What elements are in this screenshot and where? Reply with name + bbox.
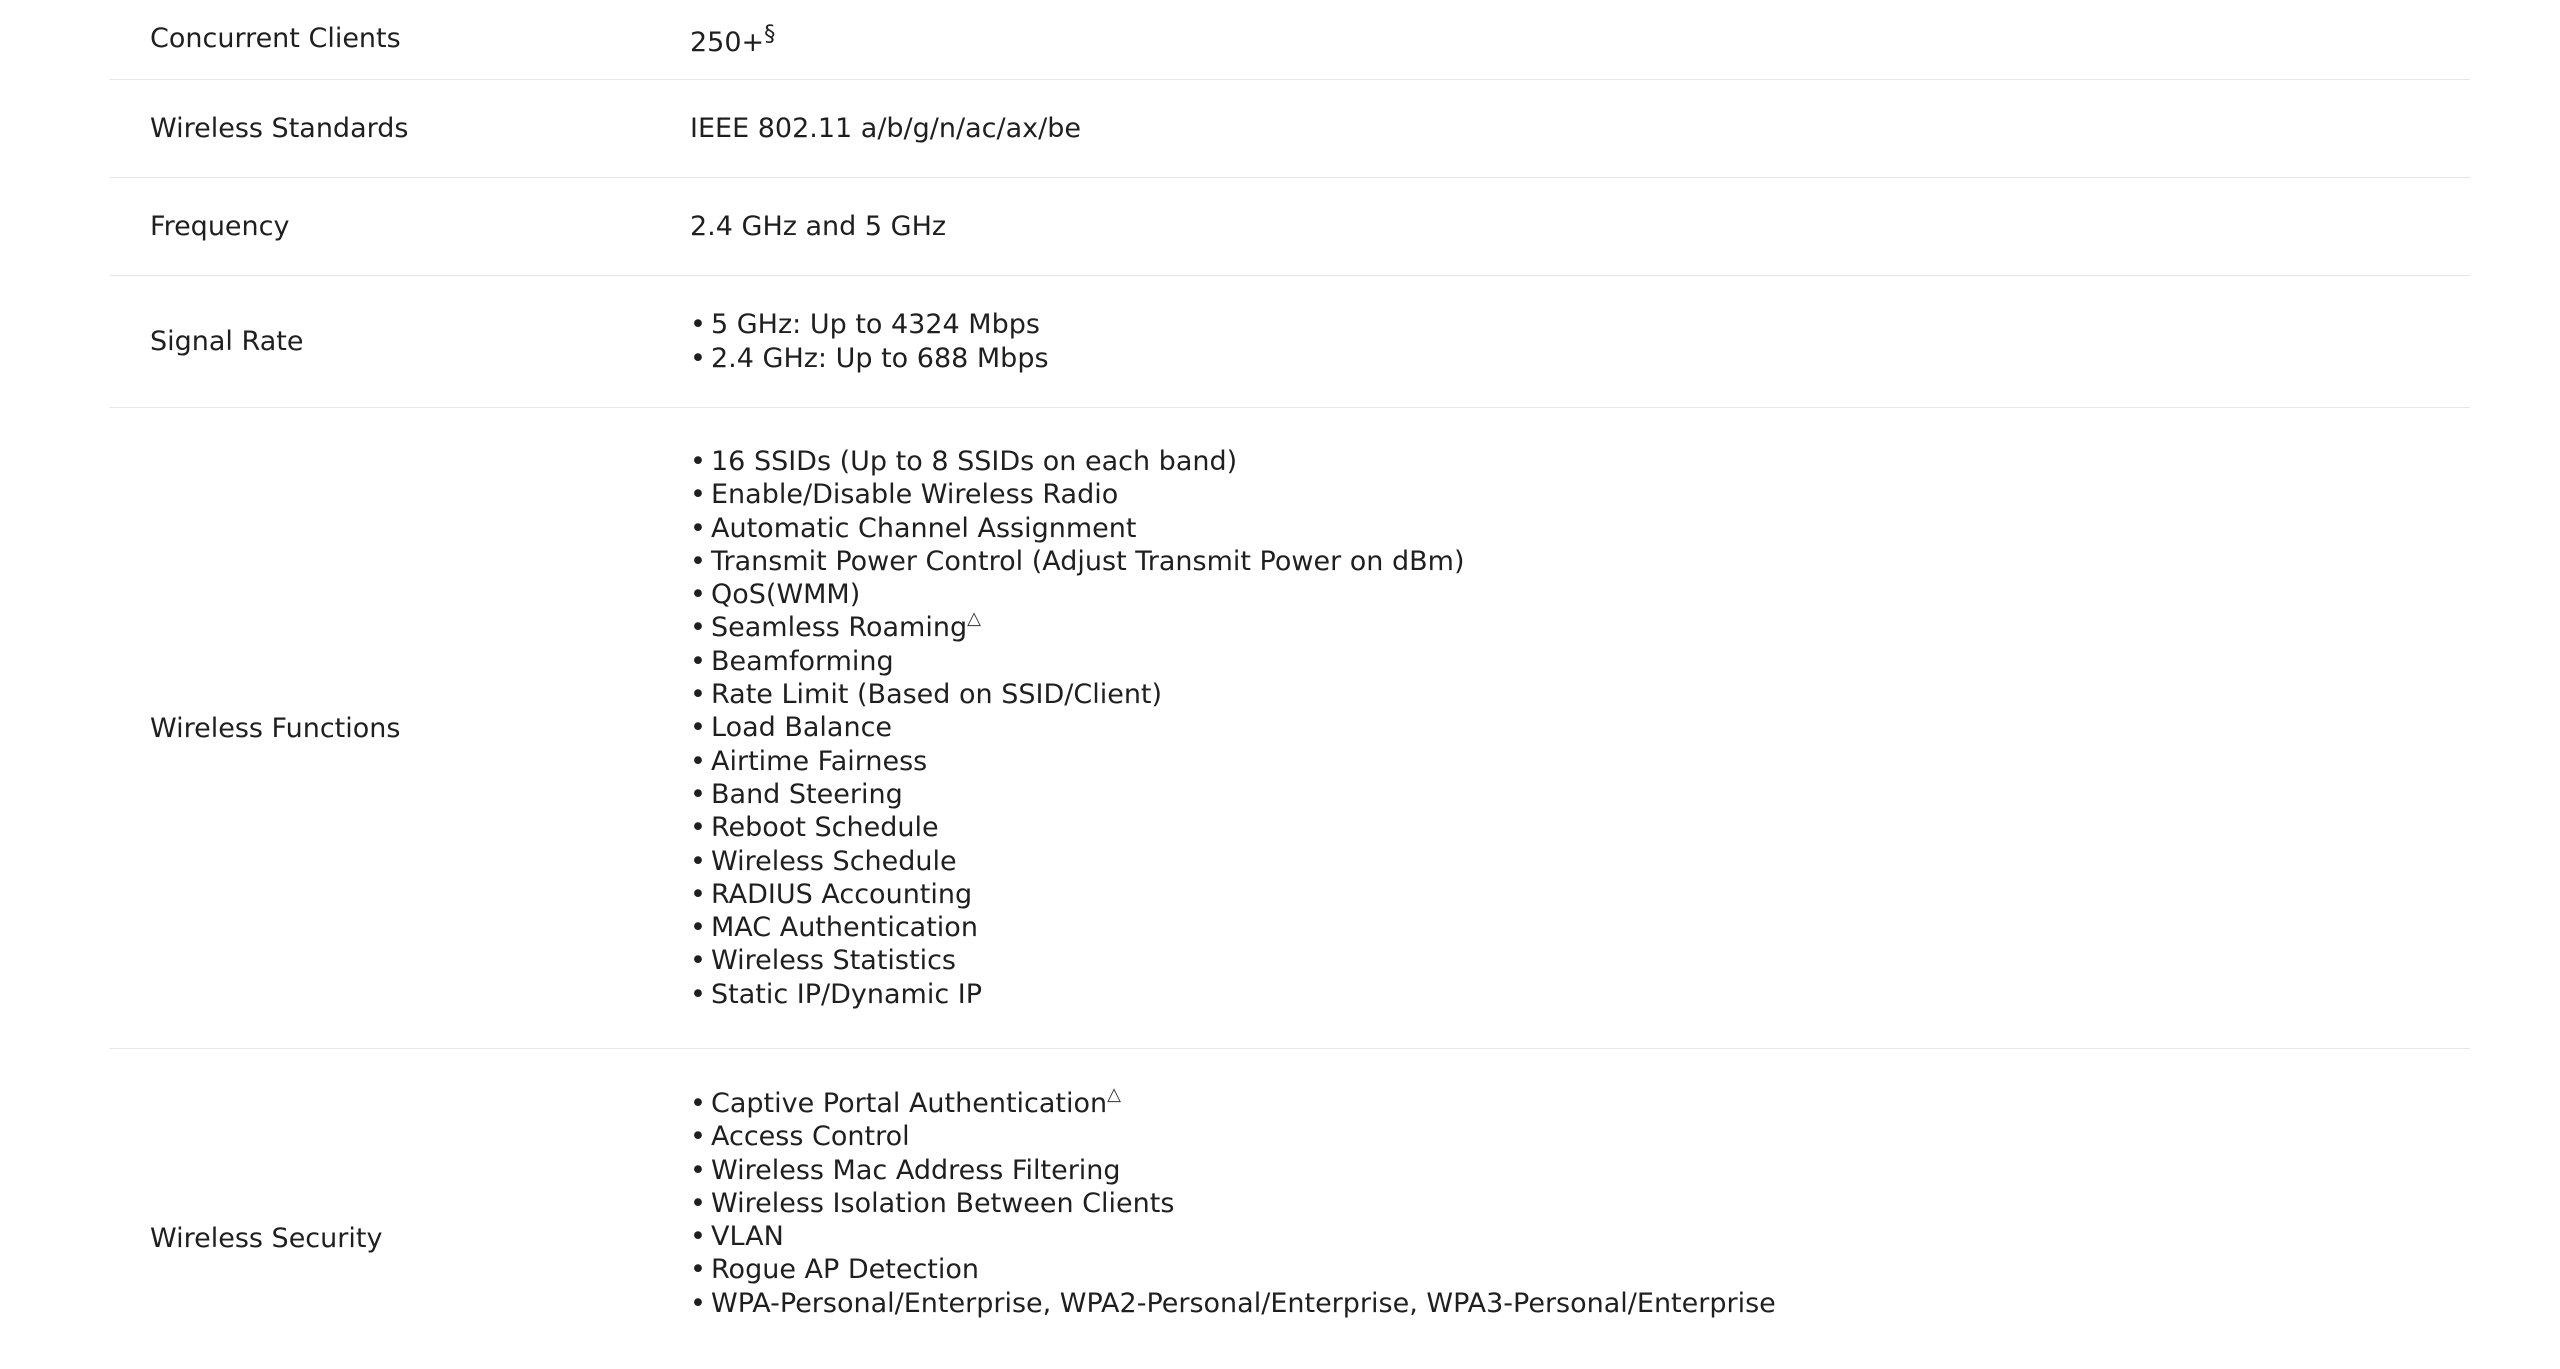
- spec-row-frequency: [110, 178, 2470, 276]
- spec-label: Wireless Security: [150, 1223, 383, 1254]
- list-item: • Wireless Statistics: [690, 945, 956, 977]
- spec-value: IEEE 802.11 a/b/g/n/ac/ax/be: [690, 112, 1081, 144]
- list-item: • QoS(WMM): [690, 579, 861, 611]
- list-item: • Beamforming: [690, 645, 894, 677]
- bullet-icon: •: [690, 945, 706, 977]
- list-item: • Automatic Channel Assignment: [690, 512, 1137, 544]
- bullet-icon: •: [690, 978, 706, 1010]
- spec-label: Signal Rate: [150, 326, 304, 357]
- bullet-icon: •: [690, 812, 706, 844]
- spec-row-wireless-security: [110, 1049, 2470, 1369]
- bullet-icon: •: [690, 512, 706, 544]
- spec-row-wireless-standards: [110, 80, 2470, 178]
- bullet-icon: •: [690, 745, 706, 777]
- spec-row-signal-rate: [110, 276, 2470, 408]
- list-item: • Static IP/Dynamic IP: [690, 978, 983, 1010]
- spec-label: Frequency: [150, 211, 290, 242]
- bullet-icon: •: [690, 712, 706, 744]
- spec-label: Concurrent Clients: [150, 23, 401, 54]
- bullet-icon: •: [690, 479, 706, 511]
- list-item: • Rate Limit (Based on SSID/Client): [690, 679, 1163, 711]
- bullet-icon: •: [690, 912, 706, 944]
- list-item: • Reboot Schedule: [690, 812, 939, 844]
- bullet-icon: •: [690, 845, 706, 877]
- list-item: • Transmit Power Control (Adjust Transmit Power on dBm): [690, 545, 1465, 577]
- list-item: • Rogue AP Detection: [690, 1254, 980, 1286]
- bullet-icon: •: [690, 1088, 706, 1119]
- spec-value: 2.4 GHz and 5 GHz: [690, 210, 947, 242]
- spec-table: [110, 0, 2470, 1369]
- list-item: • Enable/Disable Wireless Radio: [690, 479, 1119, 511]
- bullet-icon: •: [690, 1254, 706, 1286]
- bullet-icon: •: [690, 878, 706, 910]
- list-item: • Airtime Fairness: [690, 745, 928, 777]
- spec-row-concurrent-clients: [110, 0, 2470, 80]
- spec-list: [690, 308, 2470, 375]
- list-item: • WPA-Personal/Enterprise, WPA2-Personal/Enterprise, WPA3-Personal/Enterprise: [690, 1287, 1776, 1319]
- list-item: • 5 GHz: Up to 4324 Mbps: [690, 309, 1040, 341]
- list-item: • Seamless Roaming△: [690, 608, 981, 644]
- list-item: • Load Balance: [690, 712, 893, 744]
- footnote-marker: §: [764, 20, 776, 47]
- bullet-icon: •: [690, 679, 706, 711]
- spec-value: [660, 445, 2470, 1011]
- list-item: • Wireless Schedule: [690, 845, 957, 877]
- bullet-icon: •: [690, 342, 706, 374]
- spec-value: [660, 18, 2470, 59]
- bullet-icon: •: [690, 1187, 706, 1219]
- spec-list: [690, 445, 2470, 1011]
- list-item: • Captive Portal Authentication△: [690, 1084, 1121, 1119]
- list-item: • RADIUS Accounting: [690, 878, 973, 910]
- spec-value: [660, 308, 2470, 375]
- spec-value-text: 250+: [690, 26, 765, 58]
- spec-label: Wireless Standards: [150, 113, 409, 144]
- list-item: • MAC Authentication: [690, 912, 978, 944]
- spec-value: [660, 1049, 2470, 1320]
- bullet-icon: •: [690, 1287, 706, 1319]
- list-item: • Access Control: [690, 1121, 910, 1153]
- bullet-icon: •: [690, 612, 706, 644]
- bullet-icon: •: [690, 309, 706, 341]
- bullet-icon: •: [690, 545, 706, 577]
- list-item: • Band Steering: [690, 778, 903, 810]
- spec-row-wireless-functions: [110, 408, 2470, 1049]
- bullet-icon: •: [690, 445, 706, 477]
- spec-label: Wireless Functions: [150, 712, 401, 744]
- bullet-icon: •: [690, 1221, 706, 1253]
- list-item: • 16 SSIDs (Up to 8 SSIDs on each band): [690, 445, 1238, 477]
- bullet-icon: •: [690, 778, 706, 810]
- list-item: • VLAN: [690, 1221, 784, 1253]
- bullet-icon: •: [690, 1154, 706, 1186]
- list-item: • 2.4 GHz: Up to 688 Mbps: [690, 342, 1049, 374]
- bullet-icon: •: [690, 1121, 706, 1153]
- bullet-icon: •: [690, 579, 706, 611]
- spec-list: [690, 1084, 2470, 1320]
- list-item: • Wireless Isolation Between Clients: [690, 1187, 1175, 1219]
- list-item: • Wireless Mac Address Filtering: [690, 1154, 1121, 1186]
- bullet-icon: •: [690, 645, 706, 677]
